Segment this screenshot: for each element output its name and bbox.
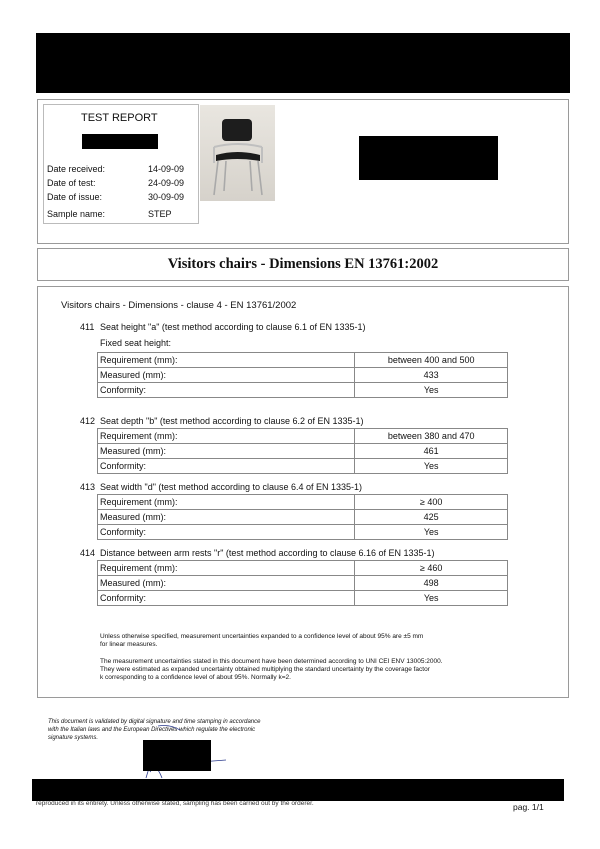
table-row [98,591,508,606]
test-title: Seat height "a" (test method according to clause 6.1 of EN 1335-1) [100,322,366,332]
date-of-test-label: Date of test: [47,178,96,188]
table-row [98,510,508,525]
table-row [98,353,508,368]
date-received-label: Date received: [47,164,106,174]
test-title: Seat depth "b" (test method according to clause 6.2 of EN 1335-1) [100,416,364,426]
signature-note-line: with the Italian laws and the European Directives which regulate the electronic [48,727,256,733]
test-subtitle: Fixed seat height: [100,338,172,348]
row-label: Measured (mm): [98,444,355,459]
row-value: between 380 and 470 [355,429,508,444]
table-row [98,525,508,540]
uncertainty-note-line: The measurement uncertainties stated in this document have been determined according to UNI CEI ENV 13005:2000. [100,658,443,665]
uncertainty-note-line: for linear measures. [100,641,158,648]
row-label: Requirement (mm): [98,495,355,510]
uncertainty-note-line: k corresponding to a confidence level of about 95%. Normally k=2. [100,674,291,681]
row-value: 425 [355,510,508,525]
row-label: Requirement (mm): [98,353,355,368]
test-title: Seat width "d" (test method according to clause 6.4 of EN 1335-1) [100,482,363,492]
section-header: Visitors chairs - Dimensions - clause 4 - EN 13761/2002 [61,300,297,311]
test-number: 412 [80,416,96,426]
results-table-413 [97,494,508,540]
row-label: Conformity: [98,525,355,540]
row-label: Measured (mm): [98,576,355,591]
date-of-issue-value: 30-09-09 [148,192,185,202]
row-value: ≥ 400 [355,495,508,510]
row-value: Yes [355,525,508,540]
row-value: 461 [355,444,508,459]
test-title: Distance between arm rests "r" (test method according to clause 6.16 of EN 1335-1) [100,548,435,558]
redacted-stamp [359,136,498,180]
test-number: 413 [80,482,96,492]
main-title: Visitors chairs - Dimensions EN 13761:2002 [167,256,439,272]
uncertainty-note-line: Unless otherwise specified, measurement uncertainties expanded to a confidence level of about 95% are ±5 mm [100,633,424,640]
row-value: Yes [355,591,508,606]
table-row [98,459,508,474]
results-table-414 [97,560,508,606]
date-of-test-value: 24-09-09 [148,178,185,188]
table-row [98,383,508,398]
row-label: Requirement (mm): [98,561,355,576]
footer-text: reproduced in its entirety. Unless otherwise stated, sampling has been carried out by the orderer. [36,800,314,807]
row-label: Conformity: [98,383,355,398]
results-table-411 [97,352,508,398]
row-label: Conformity: [98,459,355,474]
row-label: Conformity: [98,591,355,606]
table-row [98,576,508,591]
table-row [98,429,508,444]
signature-note-line: This document is validated by digital signature and time stamping in accordance [48,719,261,725]
row-value: 498 [355,576,508,591]
row-value: 433 [355,368,508,383]
table-row [98,495,508,510]
chair-photo [200,105,275,201]
table-row [98,561,508,576]
results-table-412 [97,428,508,474]
table-row [98,444,508,459]
redacted-header [36,33,570,93]
redacted-report-number [82,134,158,149]
page-number: pag. 1/1 [513,802,544,812]
table-row [98,368,508,383]
row-value: Yes [355,459,508,474]
row-value: ≥ 460 [355,561,508,576]
redacted-footer-bar [32,779,564,801]
row-value: Yes [355,383,508,398]
row-value: between 400 and 500 [355,353,508,368]
sample-name-value: STEP [148,209,172,219]
test-number: 411 [80,322,95,332]
signature-note-line: signature systems. [48,735,99,741]
uncertainty-note-line: They were estimated as expanded uncertainty obtained multiplying the standard uncertainty by the coverage factor [100,666,430,673]
row-label: Requirement (mm): [98,429,355,444]
date-received-value: 14-09-09 [148,164,185,174]
row-label: Measured (mm): [98,510,355,525]
date-of-issue-label: Date of issue: [47,192,103,202]
redacted-signature [143,740,211,771]
row-label: Measured (mm): [98,368,355,383]
report-title: TEST REPORT [81,112,158,124]
sample-name-label: Sample name: [47,209,106,219]
test-number: 414 [80,548,96,558]
